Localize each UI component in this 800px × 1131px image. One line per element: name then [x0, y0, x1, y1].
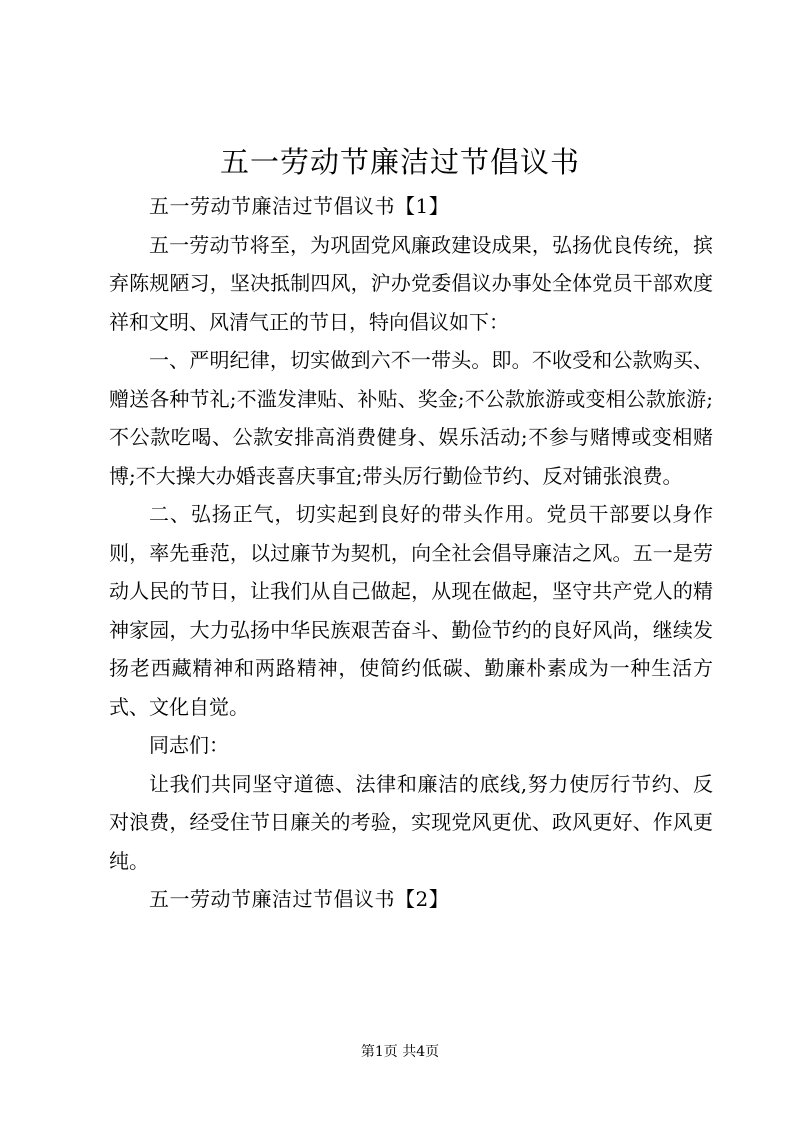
integrity-paragraph: 二、弘扬正气，切实起到良好的带头作用。党员干部要以身作则，率先垂范，以过廉节为契机，向全社会倡导廉洁之风。五一是劳动人民的节日，让我们从自己做起，从现在做起，坚守共产党人的精神家园，大力弘扬中华民族艰苦奋斗、勤俭节约的良好风尚，继续发扬老西藏精神和两路精神，使简约低碳、勤廉朴素成为一种生活方式、文化自觉。	[109, 502, 713, 719]
discipline-paragraph: 一、严明纪律，切实做到六不一带头。即。不收受和公款购买、赠送各种节礼;不滥发津贴、补贴、奖金;不公款旅游或变相公款旅游;不公款吃喝、公款安排高消费健身、娱乐活动;不参与赌博或变相赌博;不大操大办婚丧喜庆事宜;带头厉行勤俭节约、反对铺张浪费。	[109, 348, 713, 488]
intro-paragraph: 五一劳动节将至，为巩固党风廉政建设成果，弘扬优良传统，摈弃陈规陋习，坚决抵制四风，沪办党委倡议办事处全体党员干部欢度祥和文明、风清气正的节日，特向倡议如下：	[109, 232, 713, 334]
document-body	[109, 187, 713, 919]
section-heading-2: 五一劳动节廉洁过节倡议书【2】	[149, 887, 450, 911]
page-number-footer: 第1页 共4页	[360, 1044, 440, 1060]
page-title: 五一劳动节廉洁过节倡议书	[219, 145, 580, 179]
section-heading-1: 五一劳动节廉洁过节倡议书【1】	[149, 194, 450, 218]
closing-paragraph: 让我们共同坚守道德、法律和廉洁的底线,努力使厉行节约、反对浪费，经受住节日廉关的考验，实现党风更优、政风更好、作风更纯。	[109, 771, 713, 873]
salutation-paragraph: 同志们：	[149, 733, 229, 757]
